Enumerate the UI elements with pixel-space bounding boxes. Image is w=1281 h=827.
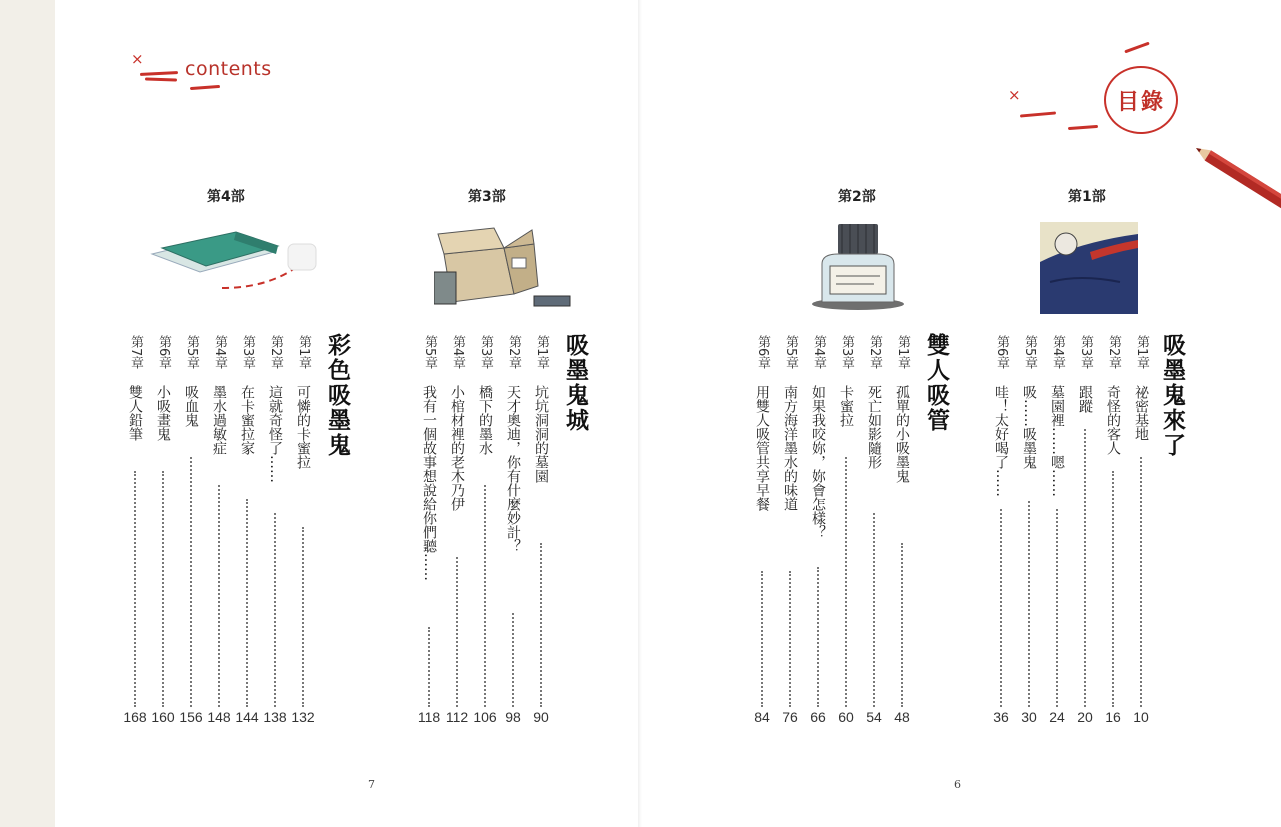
dot-leader <box>302 527 304 707</box>
x-doodle-icon: × <box>131 50 144 68</box>
page-number: 10 <box>1133 709 1149 725</box>
toc-entry[interactable] <box>1018 335 1040 707</box>
chapter-number: 第2章 <box>867 335 882 370</box>
part-4-title: 彩色吸墨鬼 <box>324 333 350 458</box>
chapter-number: 第5章 <box>422 335 437 370</box>
page-number: 148 <box>207 709 231 725</box>
page-number: 60 <box>838 709 854 725</box>
chapter-title: 雙人鉛筆 <box>127 385 143 441</box>
chapter-number: 第1章 <box>1134 335 1149 370</box>
part-1-title: 吸墨鬼來了 <box>1159 333 1185 458</box>
part-1-label: 第1部 <box>1068 189 1106 205</box>
part-3-label: 第3部 <box>468 189 506 205</box>
dot-leader <box>162 471 164 707</box>
dot-leader <box>134 471 136 707</box>
toc-entry[interactable] <box>990 335 1012 707</box>
dot-leader <box>190 457 192 707</box>
chapter-title: 小吸畫鬼 <box>155 385 171 441</box>
chapter-title: 卡蜜拉 <box>838 385 854 427</box>
chapter-title: 吸血鬼 <box>183 385 199 427</box>
toc-entry[interactable] <box>1130 335 1152 707</box>
chapter-number: 第5章 <box>184 335 199 370</box>
chapter-title: 這就奇怪了…… <box>267 385 283 483</box>
toc-entry[interactable] <box>152 335 174 707</box>
chapter-number: 第1章 <box>895 335 910 370</box>
page-number: 138 <box>263 709 287 725</box>
chapter-number: 第3章 <box>1078 335 1093 370</box>
chapter-number: 第3章 <box>478 335 493 370</box>
chapter-number: 第1章 <box>534 335 549 370</box>
dot-leader <box>817 567 819 707</box>
toc-entry[interactable] <box>446 335 468 707</box>
page-number: 132 <box>291 709 315 725</box>
chapter-number: 第3章 <box>839 335 854 370</box>
chapter-title: 我有一個故事想說給你們聽…… <box>421 385 437 581</box>
dot-leader <box>901 543 903 707</box>
dot-leader <box>428 627 430 707</box>
toc-entry[interactable] <box>1102 335 1124 707</box>
page-number: 24 <box>1049 709 1065 725</box>
chapter-number: 第3章 <box>240 335 255 370</box>
toc-entry[interactable] <box>124 335 146 707</box>
page-number: 156 <box>179 709 203 725</box>
part-2-label: 第2部 <box>838 189 876 205</box>
page-number: 30 <box>1021 709 1037 725</box>
chapter-title: 小棺材裡的老木乃伊 <box>449 385 465 511</box>
toc-entry[interactable] <box>502 335 524 707</box>
chapter-title: 在卡蜜拉家 <box>239 385 255 455</box>
toc-entry[interactable] <box>807 335 829 707</box>
toc-entry[interactable] <box>418 335 440 707</box>
page-number: 118 <box>417 709 441 725</box>
dot-leader <box>1112 471 1114 707</box>
chapter-title: 可憐的卡蜜拉 <box>295 385 311 469</box>
dot-leader <box>1084 429 1086 707</box>
dot-leader <box>218 485 220 707</box>
dot-leader <box>873 513 875 707</box>
toc-entry[interactable] <box>236 335 258 707</box>
dot-leader <box>456 557 458 707</box>
chapter-title: 橋下的墨水 <box>477 385 493 455</box>
chapter-title: 哇！太好喝了…… <box>993 385 1009 497</box>
chapter-title: 祕密基地 <box>1133 385 1149 441</box>
dot-leader <box>1028 501 1030 707</box>
page-number: 112 <box>445 709 469 725</box>
page-number: 54 <box>866 709 882 725</box>
chapter-number: 第1章 <box>296 335 311 370</box>
chapter-title: 南方海洋墨水的味道 <box>782 385 798 511</box>
dot-leader <box>1000 509 1002 707</box>
chapter-number: 第4章 <box>811 335 826 370</box>
chapter-title: 坑坑洞洞的墓園 <box>533 385 549 483</box>
toc-entry[interactable] <box>1074 335 1096 707</box>
chapter-number: 第7章 <box>128 335 143 370</box>
chapter-number: 第4章 <box>450 335 465 370</box>
toc-entry[interactable] <box>835 335 857 707</box>
ink-bottle-illustration <box>808 222 908 312</box>
page-number: 48 <box>894 709 910 725</box>
toc-entry[interactable] <box>751 335 773 707</box>
page-number: 90 <box>533 709 549 725</box>
part-2-title: 雙人吸管 <box>923 333 949 433</box>
dot-leader <box>1140 457 1142 707</box>
chapter-title: 死亡如影隨形 <box>866 385 882 469</box>
chapter-title: 跟蹤 <box>1077 385 1093 413</box>
chapter-number: 第4章 <box>212 335 227 370</box>
chapter-number: 第5章 <box>783 335 798 370</box>
dot-leader <box>540 543 542 707</box>
chapter-number: 第6章 <box>156 335 171 370</box>
chapter-number: 第6章 <box>994 335 1009 370</box>
page-number: 20 <box>1077 709 1093 725</box>
toc-entry[interactable] <box>863 335 885 707</box>
page-number: 84 <box>754 709 770 725</box>
toc-entry[interactable] <box>891 335 913 707</box>
chapter-title: 如果我咬妳，妳會怎樣？ <box>810 385 826 539</box>
x-doodle-icon: × <box>1008 86 1021 104</box>
chapter-title: 墓園裡……嗯…… <box>1049 385 1065 497</box>
dot-leader <box>274 513 276 707</box>
dot-leader <box>1056 509 1058 707</box>
dot-leader <box>246 499 248 707</box>
chapter-title: 用雙人吸管共享早餐 <box>754 385 770 511</box>
toc-entry[interactable] <box>264 335 286 707</box>
page-number: 168 <box>123 709 147 725</box>
chapter-number: 第5章 <box>1022 335 1037 370</box>
page-number: 160 <box>151 709 175 725</box>
chapter-title: 天才奧迪，你有什麼妙計？ <box>505 385 521 553</box>
contents-label: contents <box>185 58 272 80</box>
chapter-title: 孤單的小吸墨鬼 <box>894 385 910 483</box>
toc-entry[interactable] <box>1046 335 1068 707</box>
page-number: 76 <box>782 709 798 725</box>
dot-leader <box>789 571 791 707</box>
toc-entry[interactable] <box>208 335 230 707</box>
toc-entry[interactable] <box>292 335 314 707</box>
page-number: 66 <box>810 709 826 725</box>
dot-leader <box>761 571 763 707</box>
dot-leader <box>512 613 514 707</box>
green-book-illustration <box>148 226 323 296</box>
chapter-number: 第6章 <box>755 335 770 370</box>
toc-entry[interactable] <box>474 335 496 707</box>
page-gutter <box>638 0 642 827</box>
folio-right: 6 <box>954 778 961 791</box>
page-number: 106 <box>473 709 497 725</box>
part-3-title: 吸墨鬼城 <box>562 333 588 433</box>
page-number: 98 <box>505 709 521 725</box>
chapter-number: 第2章 <box>506 335 521 370</box>
chapter-number: 第2章 <box>1106 335 1121 370</box>
toc-entry[interactable] <box>180 335 202 707</box>
cardboard-box-illustration <box>434 224 584 312</box>
page-number: 36 <box>993 709 1009 725</box>
chapter-number: 第4章 <box>1050 335 1065 370</box>
dot-leader <box>845 457 847 707</box>
toc-title-badge: 目錄 <box>1104 66 1178 134</box>
sleeping-child-illustration <box>1040 222 1138 314</box>
chapter-number: 第2章 <box>268 335 283 370</box>
chapter-title: 墨水過敏症 <box>211 385 227 455</box>
dot-leader <box>484 485 486 707</box>
part-4-label: 第4部 <box>207 189 245 205</box>
page-number: 16 <box>1105 709 1121 725</box>
chapter-title: 奇怪的客人 <box>1105 385 1121 455</box>
toc-entry[interactable] <box>530 335 552 707</box>
toc-entry[interactable] <box>779 335 801 707</box>
folio-left: 7 <box>368 778 375 791</box>
page-number: 144 <box>235 709 259 725</box>
chapter-title: 吸……吸墨鬼 <box>1021 385 1037 469</box>
